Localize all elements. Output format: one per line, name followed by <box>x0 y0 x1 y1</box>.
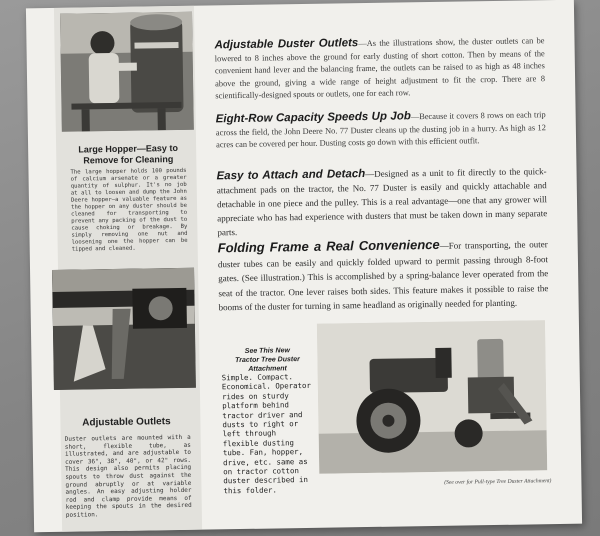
section-heading: Folding Frame a Real Convenience <box>217 236 440 256</box>
tractor-photo <box>317 320 547 474</box>
tree-duster-description: Simple. Compact. Economical. Operator rides on sturdy platform behind tractor driver and dusts to right or left through flexible dusting tube. Fan, hopper, drive, etc. same as on tractor cotton duster described in this folder. <box>221 372 311 496</box>
hopper-caption-title <box>68 143 188 167</box>
section-heading: Eight-Row Capacity Speeds Up Job <box>215 110 411 126</box>
section-text <box>216 164 547 239</box>
hopper-caption-body: The large hopper holds 100 pounds of calcium arsenate or a greater quantity of sulphur. It's no job at all to loosen and dump the John Deere hopper—a valuable feature as the hopper on any duster should be cleaned for transporting to prevent any packing of the dust to cause choking or breakage. By simply removing one nut and loosening one the hopper can be tipped and cleaned. <box>70 167 188 253</box>
section-text <box>216 108 547 152</box>
outlets-caption-body: Duster outlets are mounted with a short, flexible tube, as illustrated, and are adjustable to cover 36", 38", 40", or 42" rows. This design also permits placing spouts to throw dust against the ground abruptly or at variable angles. An easy adjusting holder rod and clamp provide means of keeping the spouts in the desired position. <box>64 433 192 519</box>
hopper-caption-line-1: Large Hopper—Easy to <box>78 142 178 155</box>
section-body: —As the illustrations show, the duster outlets can be lowered to 8 inches above the ground for early dusting of short cotton. Then by means of the convenient hand lever and the balancing frame, the outlets can be raised to as high as 48 inches above the ground, giving a wide range of height adjustment to fit the crop. There are 8 scientifically-designed spouts or outlets, one for each row. <box>214 36 546 101</box>
outlet-photo <box>52 268 196 390</box>
section-heading: Easy to Attach and Detach <box>216 168 366 183</box>
section-attach-detach <box>216 164 547 239</box>
tree-duster-title-line-3: Attachment <box>248 365 287 373</box>
section-eight-row <box>216 108 547 152</box>
outlets-caption-title: Adjustable Outlets <box>82 416 171 429</box>
section-heading: Adjustable Duster Outlets <box>214 37 359 52</box>
section-text <box>218 236 549 315</box>
tree-duster-title-line-2: Tractor Tree Duster <box>235 356 300 365</box>
section-text <box>214 34 545 103</box>
tractor-photo-caption: (See over for Pull-type Tree Duster Attachment) <box>444 478 552 486</box>
section-body: —Designed as a unit to fit directly to the quick-attachment pads on the tractor, the No. 77 Duster is easily and quickly attachable and detachable in one piece and the pulley. This is a real advantage—one that any grower will appreciate who has had experience with dusters that must be taken down in many separate parts. <box>216 166 548 238</box>
section-folding-frame <box>218 236 549 315</box>
brochure-page <box>26 0 582 532</box>
hopper-caption-line-2: Remove for Cleaning <box>83 154 174 166</box>
hopper-photo <box>60 12 194 132</box>
tree-duster-title-line-1: See This New <box>244 347 290 355</box>
section-body: —For transporting, the outer duster tubes can be easily and quickly folded upward to permit passing through 8-foot gates. (See illustration.) This is accomplished by a spring-balance lever operated from the seat of the tractor. One lever raises both sides. This feature makes it possible to raise the booms of the duster for turning in same headland as originally needed for planting. <box>217 239 549 313</box>
section-body: —Because it covers 8 rows on each trip across the field, the John Deere No. 77 Duster cleans up the dusting job in a hurry. As high as 12 acres can be covered per hour. Dusting costs go down with this efficient outfit. <box>215 110 546 150</box>
section-adjustable-outlets <box>214 34 545 103</box>
tree-duster-title <box>227 346 307 374</box>
